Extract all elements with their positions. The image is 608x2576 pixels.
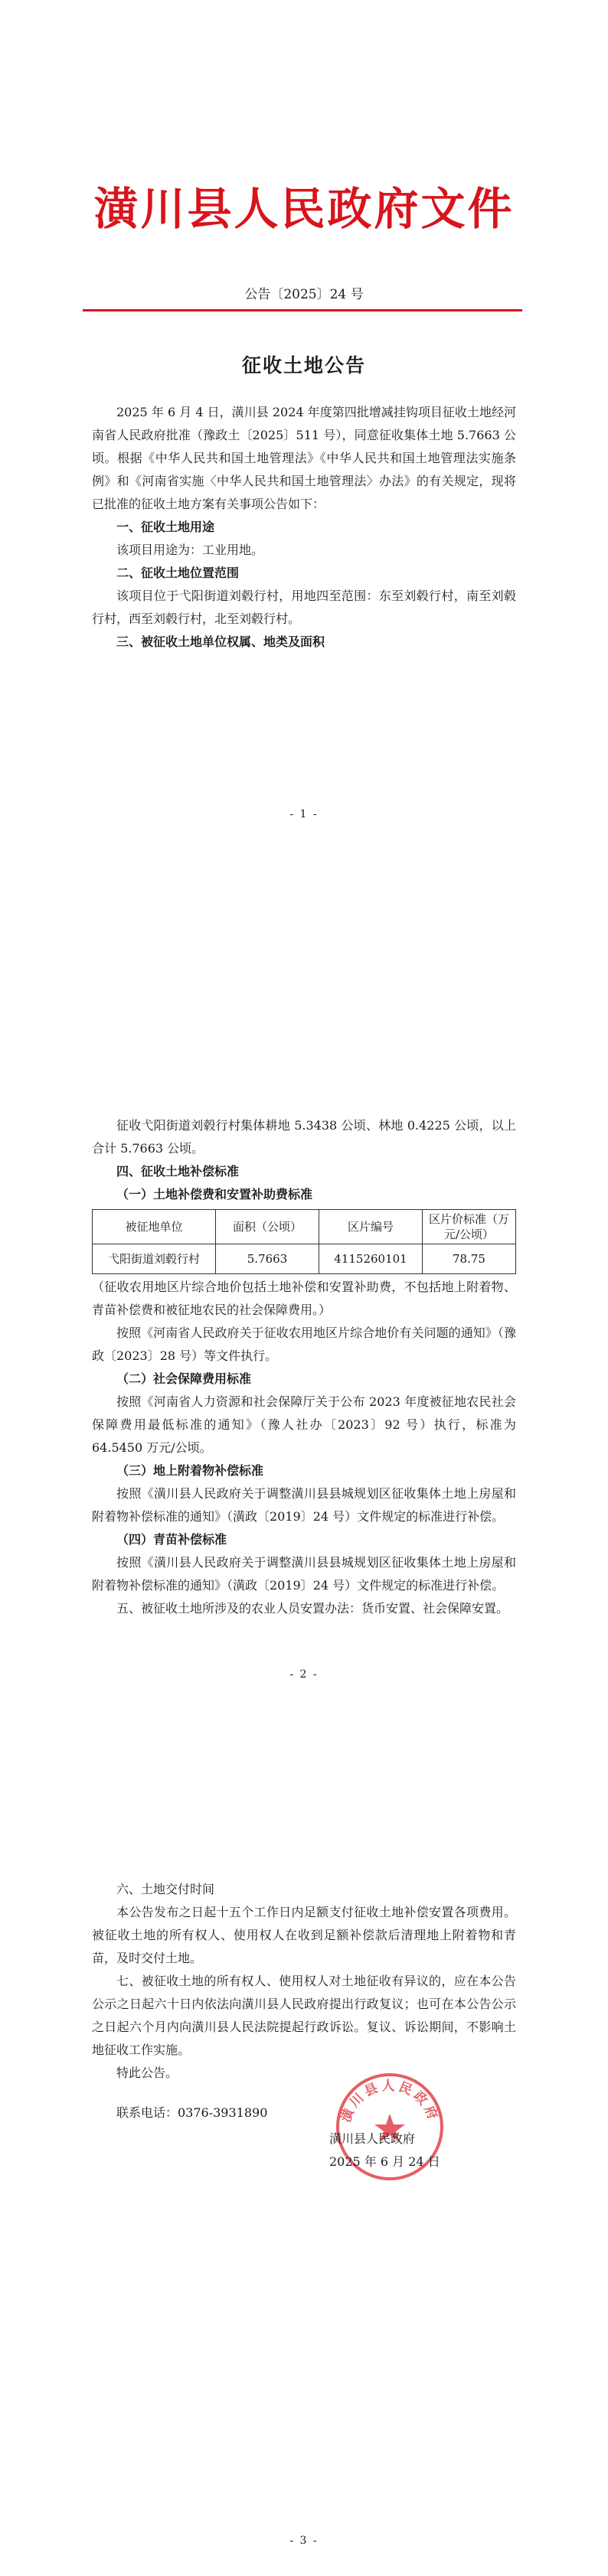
page2-body	[92, 1114, 516, 1620]
page-number: - 1 -	[289, 808, 319, 820]
page-number: - 3 -	[289, 2535, 319, 2547]
section-4-sub-4-heading: （四）青苗补偿标准	[116, 1532, 227, 1547]
section-4-text-4: 按照《潢川县人民政府关于调整潢川县县城规划区征收集体土地上房屋和附着物补偿标准的通知》（潢政〔2019〕24 号）文件规定的标准进行补偿。	[92, 1555, 516, 1593]
table-header-row	[93, 1210, 516, 1244]
table-cell: 4115260101	[319, 1244, 423, 1274]
section-4-text-3: 按照《潢川县人民政府关于调整潢川县县城规划区征收集体土地上房屋和附着物补偿标准的通知》（潢政〔2019〕24 号）文件规定的标准进行补偿。	[92, 1486, 516, 1524]
section-7-text: 七、被征收土地的所有权人、使用权人对土地征收有异议的，应在本公告公示之日起六十日内依法向潢川县人民政府提出行政复议；也可在本公告公示之日起六个月内向潢川县人民法院提起行政诉讼。复议、诉讼期间，不影响土地征收工作实施。	[92, 1974, 516, 2057]
section-5-text: 五、被征收土地所涉及的农业人员安置办法：货币安置、社会保障安置。	[116, 1601, 509, 1616]
table-header-cell: 区片编号	[319, 1210, 423, 1244]
page-3	[0, 1717, 608, 2576]
page3-body	[92, 1878, 516, 2124]
section-2-text: 该项目位于弋阳街道刘毂行村，用地四至范围：东至刘毂行村，南至刘毂行村，西至刘毂行村，北至刘毂行村。	[92, 589, 516, 626]
section-4-text-2: 按照《河南省人力资源和社会保障厅关于公布 2023 年度被征地农民社会保障费用最低标准的通知》（豫人社办〔2023〕92 号）执行，标准为 64.5450 万元/公顷。	[92, 1394, 516, 1455]
intro-paragraph: 2025 年 6 月 4 日，潢川县 2024 年度第四批增减挂钩项目征收土地经河南省人民政府批准（豫政土〔2025〕511 号），同意征收集体土地 5.7663 公顷。根据《中华人民共和国土地管理法》《中华人民共和国土地管理法实施条例》和《河南省实施〈中华人民共和国土地管理法〉办法》的有关规定，现将已批准的征收土地方案有关事项公告如下：	[92, 405, 516, 511]
section-6-heading: 六、土地交付时间	[116, 1882, 215, 1896]
section-4-text-1: 按照《河南省人民政府关于征收农用地区片综合地价有关问题的通知》（豫政〔2023〕28 号）等文件执行。	[92, 1325, 516, 1363]
closing-text: 特此公告。	[116, 2066, 178, 2080]
section-3-text: 征收弋阳街道刘毂行村集体耕地 5.3438 公顷、林地 0.4225 公顷，以上合计 5.7663 公顷。	[92, 1118, 516, 1156]
section-4-sub-3-heading: （三）地上附着物补偿标准	[116, 1463, 264, 1478]
section-2-heading: 二、征收土地位置范围	[116, 566, 240, 580]
document-number: 公告〔2025〕24 号	[244, 287, 364, 302]
red-separator-line	[83, 309, 522, 311]
signature-org: 潢川县人民政府	[329, 2131, 416, 2146]
compensation-table	[92, 1209, 516, 1274]
contact-phone: 联系电话：0376-3931890	[116, 2105, 268, 2120]
table-cell: 78.75	[423, 1244, 516, 1274]
section-3-heading: 三、被征收土地单位权属、地类及面积	[116, 634, 325, 649]
table-row	[93, 1244, 516, 1274]
signature-date: 2025 年 6 月 24 日	[329, 2154, 440, 2169]
announcement-title: 征收土地公告	[241, 354, 366, 377]
page-1	[0, 0, 608, 857]
table-header-cell: 面积（公顷）	[216, 1210, 319, 1244]
table-header-cell: 被征地单位	[93, 1210, 216, 1244]
section-6-text: 本公告发布之日起十五个工作日内足额支付征收土地补偿安置各项费用。被征收土地的所有权人、使用权人在收到足额补偿款后清理地上附着物和青苗，及时交付土地。	[92, 1905, 516, 1965]
svg-text:潢川县人民政府: 潢川县人民政府	[338, 2079, 442, 2124]
page1-body	[92, 401, 516, 654]
section-1-text: 该项目用途为：工业用地。	[116, 543, 264, 557]
table-header-cell: 区片价标准（万元/公顷）	[423, 1210, 516, 1244]
section-4-note: （征收农用地区片综合地价包括土地补偿和安置补助费，不包括地上附着物、青苗补偿费和被征地农民的社会保障费用。）	[92, 1280, 516, 1317]
page-2	[0, 857, 608, 1717]
section-4-heading: 四、征收土地补偿标准	[116, 1164, 240, 1179]
section-1-heading: 一、征收土地用途	[116, 520, 215, 534]
table-cell: 弋阳街道刘毂行村	[93, 1244, 216, 1274]
section-4-sub-1-heading: （一）土地补偿费和安置补助费标准	[116, 1187, 313, 1202]
page-number: - 2 -	[289, 1668, 319, 1681]
table-cell: 5.7663	[216, 1244, 319, 1274]
government-header-title: 潢川县人民政府文件	[93, 183, 515, 235]
section-4-sub-2-heading: （二）社会保障费用标准	[116, 1371, 252, 1386]
